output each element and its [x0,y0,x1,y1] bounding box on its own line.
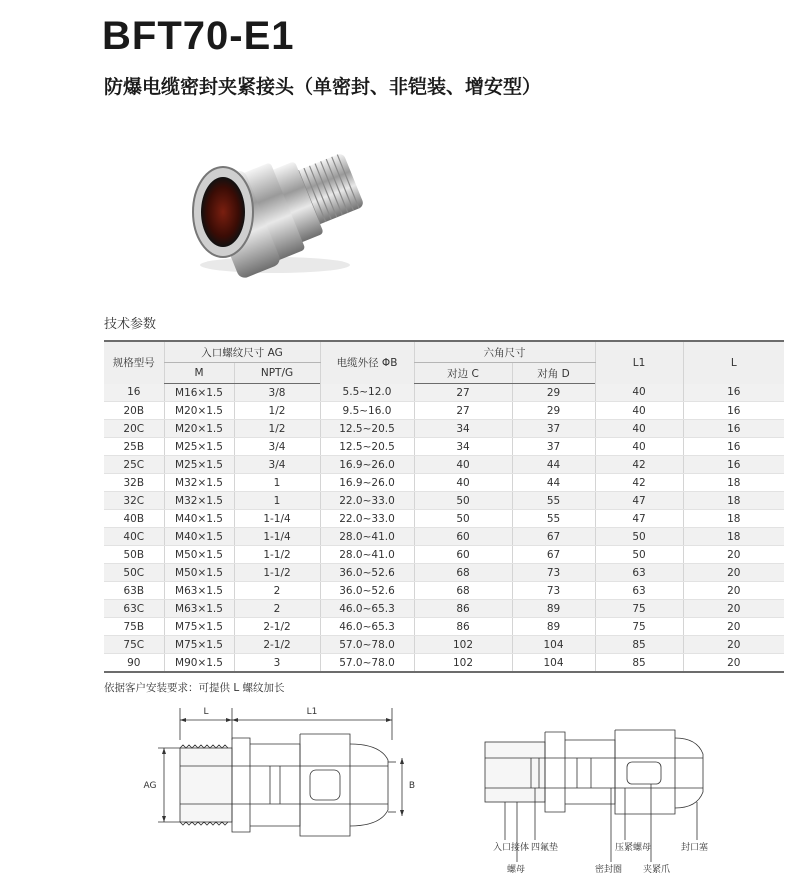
table-cell: 60 [414,546,512,564]
table-cell: 89 [512,618,595,636]
table-cell: 18 [683,474,784,492]
table-cell: M32×1.5 [164,474,234,492]
table-cell: 18 [683,492,784,510]
table-cell: 40 [414,474,512,492]
table-cell: M16×1.5 [164,384,234,402]
table-cell: M32×1.5 [164,492,234,510]
table-row [104,492,784,510]
table-cell: 16 [683,420,784,438]
page-subtitle: 防爆电缆密封夹紧接头（单密封、非铠装、增安型） [104,76,542,98]
spec-table-body [104,384,784,673]
table-cell: 1-1/2 [234,546,320,564]
table-cell: 73 [512,564,595,582]
part-ptfe-washer: 四氟垫 [531,843,559,853]
table-cell: 68 [414,564,512,582]
table-cell: M40×1.5 [164,510,234,528]
table-cell: 75 [595,600,683,618]
table-cell: 86 [414,618,512,636]
table-cell: 27 [414,384,512,402]
table-cell: 16 [104,384,164,402]
dim-l1-label: L1 [306,707,318,717]
table-cell: M75×1.5 [164,618,234,636]
table-cell: 1/2 [234,420,320,438]
table-cell: 67 [512,528,595,546]
table-cell: 16 [683,438,784,456]
table-cell: 44 [512,474,595,492]
table-cell: 57.0~78.0 [320,654,414,673]
parts-drawing [475,712,745,890]
table-cell: 1 [234,492,320,510]
table-cell: 34 [414,438,512,456]
table-row [104,636,784,654]
table-row [104,582,784,600]
table-cell: 2 [234,582,320,600]
table-cell: 46.0~65.3 [320,600,414,618]
table-cell: M50×1.5 [164,546,234,564]
table-cell: 32C [104,492,164,510]
table-row [104,420,784,438]
dim-ag-label: AG [143,781,157,791]
table-cell: 102 [414,654,512,673]
table-cell: 3/4 [234,456,320,474]
table-cell: 28.0~41.0 [320,546,414,564]
table-cell: 40 [595,438,683,456]
table-cell: 50 [595,528,683,546]
table-cell: 20 [683,654,784,673]
table-row [104,618,784,636]
table-cell: 86 [414,600,512,618]
table-cell: 20C [104,420,164,438]
table-cell: 20 [683,636,784,654]
table-row [104,564,784,582]
table-cell: 20 [683,600,784,618]
table-cell: 50 [414,492,512,510]
table-cell: M90×1.5 [164,654,234,673]
page-title: BFT70-E1 [102,14,295,58]
table-cell: 75B [104,618,164,636]
table-cell: M63×1.5 [164,582,234,600]
table-cell: 36.0~52.6 [320,582,414,600]
dim-b-label: B [408,781,416,791]
table-cell: 57.0~78.0 [320,636,414,654]
table-cell: 20 [683,618,784,636]
col-model: 规格型号 [104,341,164,384]
table-cell: 9.5~16.0 [320,402,414,420]
table-cell: 16 [683,402,784,420]
col-thread-m: M [164,363,234,384]
table-cell: 25C [104,456,164,474]
table-cell: 40 [414,456,512,474]
table-cell: 47 [595,492,683,510]
table-cell: 37 [512,438,595,456]
table-cell: 85 [595,636,683,654]
table-row [104,402,784,420]
note-text: 依据客户安装要求：可提供 L 螺纹加长 [104,682,285,694]
table-cell: 40 [595,402,683,420]
table-cell: 18 [683,528,784,546]
table-cell: 3/4 [234,438,320,456]
table-cell: 50 [595,546,683,564]
table-cell: 1-1/4 [234,510,320,528]
table-row [104,528,784,546]
table-cell: 40B [104,510,164,528]
table-cell: M50×1.5 [164,564,234,582]
table-cell: 1-1/4 [234,528,320,546]
part-clamp-jaw: 夹紧爪 [643,865,671,875]
table-cell: 28.0~41.0 [320,528,414,546]
table-cell: 46.0~65.3 [320,618,414,636]
table-cell: 44 [512,456,595,474]
table-cell: 3/8 [234,384,320,402]
table-cell: 40 [595,420,683,438]
table-cell: M25×1.5 [164,438,234,456]
table-cell: 75 [595,618,683,636]
col-hex-d: 对角 D [512,363,595,384]
table-cell: 37 [512,420,595,438]
table-cell: 34 [414,420,512,438]
table-cell: 68 [414,582,512,600]
table-cell: 25B [104,438,164,456]
table-cell: 5.5~12.0 [320,384,414,402]
table-cell: 22.0~33.0 [320,510,414,528]
col-l1: L1 [595,341,683,384]
table-cell: 20 [683,582,784,600]
table-cell: 63B [104,582,164,600]
table-cell: 102 [414,636,512,654]
table-cell: 1 [234,474,320,492]
table-cell: 20 [683,546,784,564]
part-seal-ring: 密封圈 [595,865,623,875]
col-hex-c: 对边 C [414,363,512,384]
table-cell: 1/2 [234,402,320,420]
table-cell: 40 [595,384,683,402]
table-cell: 50 [414,510,512,528]
table-cell: 73 [512,582,595,600]
table-cell: M63×1.5 [164,600,234,618]
table-cell: 29 [512,384,595,402]
table-cell: 16.9~26.0 [320,456,414,474]
table-cell: 75C [104,636,164,654]
table-cell: 20 [683,564,784,582]
col-thread: 入口螺纹尺寸 AG [164,341,320,363]
table-cell: 50B [104,546,164,564]
table-row [104,654,784,673]
table-cell: M40×1.5 [164,528,234,546]
table-cell: 16 [683,456,784,474]
table-cell: 85 [595,654,683,673]
table-cell: 67 [512,546,595,564]
table-cell: 2 [234,600,320,618]
table-cell: 90 [104,654,164,673]
table-row [104,456,784,474]
table-cell: M20×1.5 [164,420,234,438]
table-cell: 1-1/2 [234,564,320,582]
table-cell: 55 [512,510,595,528]
col-l: L [683,341,784,384]
table-cell: 42 [595,474,683,492]
table-cell: 29 [512,402,595,420]
dimension-drawing [140,700,420,890]
table-cell: 47 [595,510,683,528]
table-cell: 12.5~20.5 [320,420,414,438]
table-cell: M20×1.5 [164,402,234,420]
spec-table [104,340,784,673]
dim-l-label: L [203,707,209,717]
col-thread-npt: NPT/G [234,363,320,384]
table-cell: 22.0~33.0 [320,492,414,510]
table-cell: 63 [595,564,683,582]
product-image [185,130,385,280]
part-seal-plug: 封口塞 [681,843,709,853]
table-cell: 63C [104,600,164,618]
part-clamp-nut: 压紧螺母 [615,843,652,853]
table-cell: M25×1.5 [164,456,234,474]
table-row [104,438,784,456]
table-cell: 12.5~20.5 [320,438,414,456]
section-label: 技术参数 [104,317,157,332]
table-cell: M75×1.5 [164,636,234,654]
table-cell: 42 [595,456,683,474]
table-row [104,474,784,492]
table-cell: 3 [234,654,320,673]
table-row [104,384,784,402]
table-cell: 18 [683,510,784,528]
table-cell: 104 [512,654,595,673]
table-cell: 60 [414,528,512,546]
col-cable-od: 电缆外径 ΦB [320,341,414,384]
table-cell: 89 [512,600,595,618]
part-nut: 螺母 [507,865,526,875]
table-cell: 2-1/2 [234,618,320,636]
table-cell: 63 [595,582,683,600]
table-cell: 16 [683,384,784,402]
table-row [104,510,784,528]
table-row [104,600,784,618]
table-cell: 20B [104,402,164,420]
table-cell: 40C [104,528,164,546]
table-cell: 36.0~52.6 [320,564,414,582]
table-cell: 27 [414,402,512,420]
table-cell: 104 [512,636,595,654]
col-hex: 六角尺寸 [414,341,595,363]
table-cell: 16.9~26.0 [320,474,414,492]
table-cell: 50C [104,564,164,582]
part-inlet-body: 入口接体 [493,843,530,853]
table-cell: 55 [512,492,595,510]
table-cell: 2-1/2 [234,636,320,654]
table-row [104,546,784,564]
table-cell: 32B [104,474,164,492]
